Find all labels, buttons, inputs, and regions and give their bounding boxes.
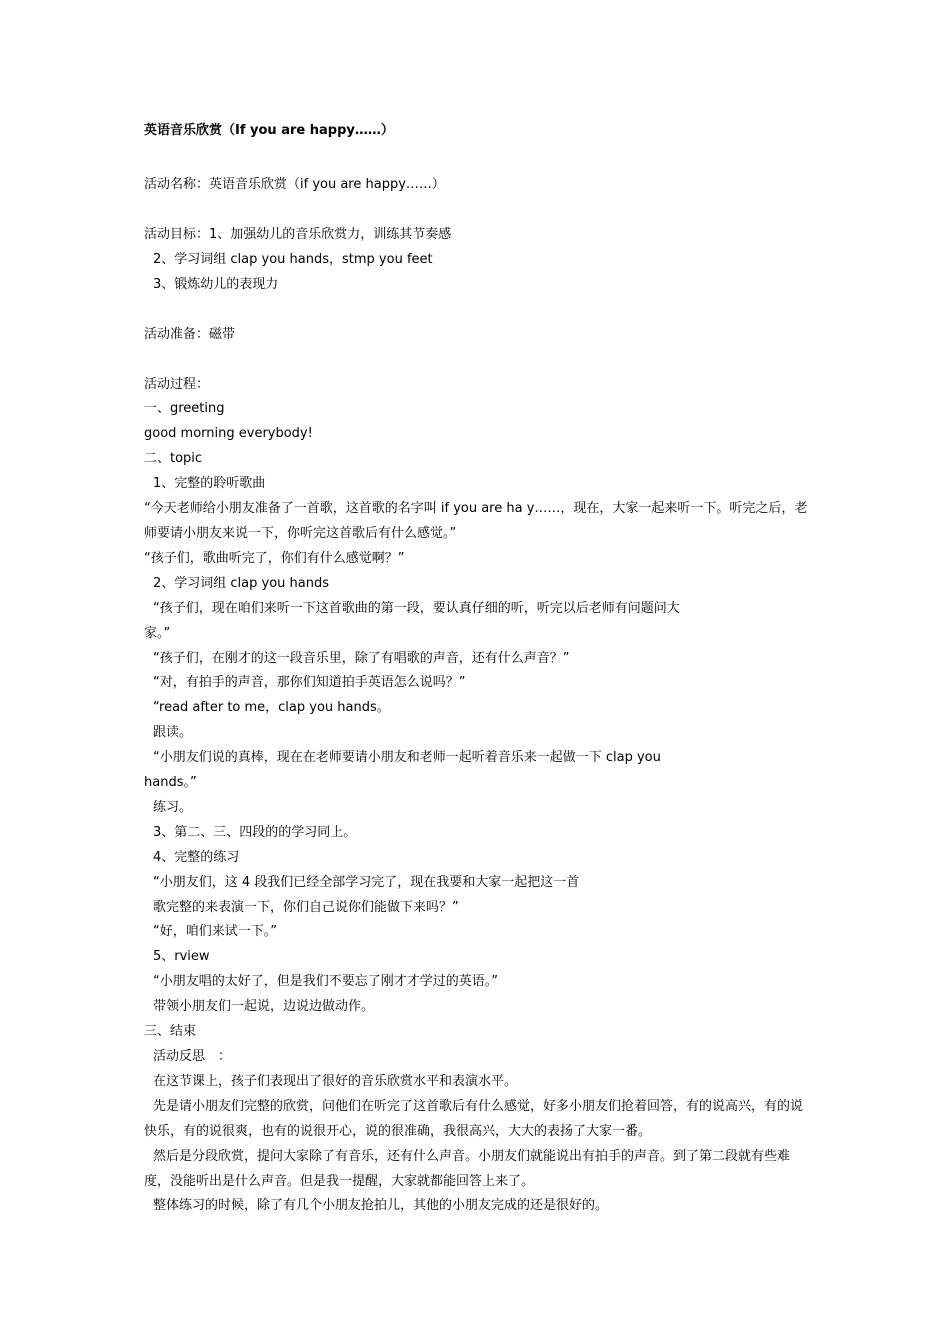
step2-paragraph-10b: 歌完整的来表演一下，你们自己说你们能做下来吗？” [153,899,459,915]
step2-paragraph-8b: hands。” [144,775,197,791]
step2-sub1: 1、完整的聆听歌曲 [153,476,266,492]
reflection-heading: 活动反思 ： [153,1049,232,1064]
step2-paragraph-1: “今天老师给小朋友准备了一首歌，这首歌的名字叫 if you are ha y……，现在，大家一起来听一下。听完之后，老师要请小朋友来说一下，你听完这首歌后有什么感觉。” [144,501,808,541]
step2-paragraph-5: “对，有拍手的声音，那你们知道拍手英语怎么说吗？” [153,675,466,691]
step1-line: good morning everybody! [144,426,313,442]
step2-paragraph-3a: “孩子们，现在咱们来听一下这首歌曲的第一段，要认真仔细的听，听完以后老师有问题问大 [153,600,680,616]
reflection-paragraph-1: 在这节课上，孩子们表现出了很好的音乐欣赏水平和表演水平。 [153,1073,518,1089]
activity-goal-1: 活动目标：1、加强幼儿的音乐欣赏力，训练其节奏感 [144,226,452,242]
step2-sub2: 2、学习词组 clap you hands [153,575,330,591]
step2-paragraph-9: 练习。 [153,799,193,815]
step2-paragraph-12: “小朋友唱的太好了，但是我们不要忘了刚才才学过的英语。” [153,974,498,990]
spacer [144,348,808,373]
activity-preparation: 活动准备：磁带 [144,326,236,342]
activity-goal-3: 3、锻炼幼儿的表现力 [153,276,279,292]
step2-heading: 二、topic [144,451,203,467]
step1-heading: 一、greeting [144,401,225,417]
step2-paragraph-2: “孩子们，歌曲听完了，你们有什么感觉啊？” [144,550,405,566]
step2-sub3: 3、第二、三、四段的的学习同上。 [153,824,357,840]
activity-goal-2: 2、学习词组 clap you hands，stmp you feet [153,251,433,267]
process-heading: 活动过程： [144,376,210,392]
step3-heading: 三、结束 [144,1024,197,1040]
reflection-paragraph-4: 整体练习的时候，除了有几个小朋友抢拍儿，其他的小朋友完成的还是很好的。 [153,1198,609,1214]
step2-paragraph-4: “孩子们，在刚才的这一段音乐里，除了有唱歌的声音，还有什么声音？” [153,650,570,666]
spacer [144,143,808,173]
step2-paragraph-6: “read after to me，clap you hands。 [153,700,390,716]
document-title: 英语音乐欣赏（If you are happy……） [144,123,394,138]
reflection-paragraph-3: 然后是分段欣赏，提问大家除了有音乐，还有什么声音。小朋友们就能说出有拍手的声音。到了第二段就有些难度，没能听出是什么声音。但是我一提醒，大家就都能回答上来了。 [144,1148,791,1189]
step2-sub4: 4、完整的练习 [153,849,240,865]
reflection-paragraph-2: 先是请小朋友们完整的欣赏，问他们在听完了这首歌后有什么感觉，好多小朋友们抢着回答，有的说高兴，有的说快乐，有的说很爽，也有的说很开心，说的很准确，我很高兴，大大的表扬了大家一番。 [144,1098,804,1139]
step2-paragraph-10a: “小朋友们，这 4 段我们已经全部学习完了，现在我要和大家一起把这一首 [153,874,580,890]
activity-name: 活动名称：英语音乐欣赏（if you are happy……） [144,177,445,192]
step2-paragraph-13: 带领小朋友们一起说，边说边做动作。 [153,999,375,1015]
step2-sub5: 5、rview [153,949,210,965]
step2-paragraph-8a: “小朋友们说的真棒，现在在老师要请小朋友和老师一起听着音乐来一起做一下 clap you [153,750,661,766]
spacer [144,198,808,223]
document-page [144,118,808,1219]
spacer [144,298,808,323]
step2-paragraph-7: 跟读。 [153,725,193,741]
step2-paragraph-3b: 家。” [144,625,171,641]
step2-paragraph-11: “好，咱们来试一下。” [153,924,277,940]
